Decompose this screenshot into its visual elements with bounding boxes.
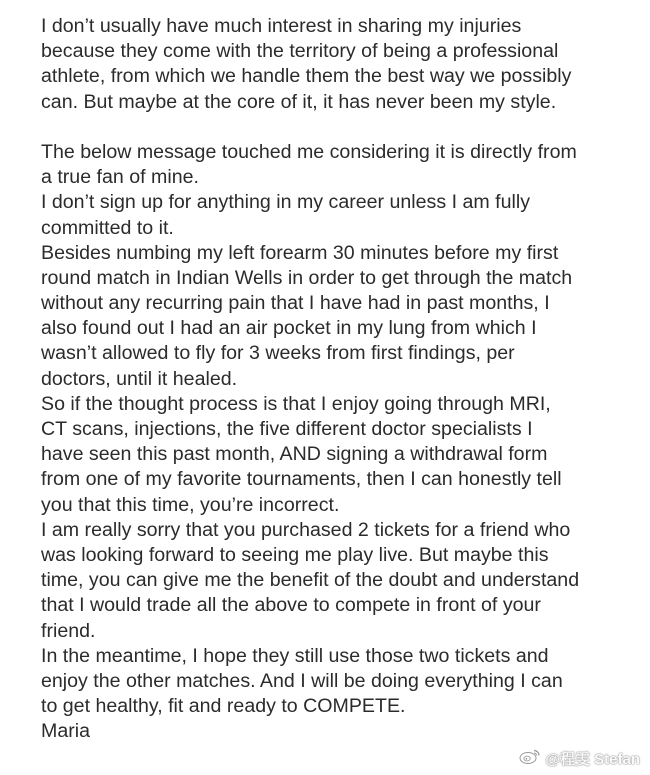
statement-line: doctors, until it healed. xyxy=(41,367,238,390)
statement-line: was looking forward to seeing me play live. But maybe this xyxy=(41,543,549,566)
statement-line: So if the thought process is that I enjoy going through MRI, xyxy=(41,392,551,415)
weibo-watermark xyxy=(519,747,640,769)
statement-line: a true fan of mine. xyxy=(41,166,199,189)
statement-line: have seen this past month, AND signing a withdrawal form xyxy=(41,443,548,466)
statement-line: athlete, from which we handle them the best way we possibly xyxy=(41,65,572,88)
statement-line: can. But maybe at the core of it, it has never been my style. xyxy=(41,90,557,113)
statement-line: you that this time, you’re incorrect. xyxy=(41,493,340,516)
weibo-icon xyxy=(519,747,541,769)
statement-line: The below message touched me considering it is directly from xyxy=(41,140,577,163)
statement-line: round match in Indian Wells in order to get through the match xyxy=(41,266,573,289)
statement-line: Besides numbing my left forearm 30 minutes before my first xyxy=(41,241,559,264)
statement-line: without any recurring pain that I have had in past months, I xyxy=(41,292,550,315)
statement-line: to get healthy, fit and ready to COMPETE. xyxy=(41,695,406,718)
watermark-text: @程雯 Stefan xyxy=(545,750,640,768)
statement-line: I don’t usually have much interest in sharing my injuries xyxy=(41,15,522,37)
signature-line: Maria xyxy=(41,720,90,743)
statement-line: because they come with the territory of being a professional xyxy=(41,40,559,63)
paragraph-gap xyxy=(41,115,641,140)
statement-line: from one of my favorite tournaments, then I can honestly tell xyxy=(41,468,562,491)
statement-line: that I would trade all the above to compete in front of your xyxy=(41,594,541,617)
statement-line: I don’t sign up for anything in my career unless I am fully xyxy=(41,191,530,214)
statement-line: In the meantime, I hope they still use those two tickets and xyxy=(41,644,549,667)
statement-line: friend. xyxy=(41,619,96,642)
statement-line: CT scans, injections, the five different doctor specialists I xyxy=(41,418,533,440)
statement-line: committed to it. xyxy=(41,216,174,239)
statement-line: wasn’t allowed to fly for 3 weeks from first findings, per xyxy=(41,342,515,365)
statement-line: I am really sorry that you purchased 2 tickets for a friend who xyxy=(41,518,571,541)
statement-text xyxy=(41,14,641,744)
statement-line: enjoy the other matches. And I will be doing everything I can xyxy=(41,669,563,692)
statement-line: time, you can give me the benefit of the doubt and understand xyxy=(41,569,580,592)
statement-line: also found out I had an air pocket in my lung from which I xyxy=(41,317,537,340)
